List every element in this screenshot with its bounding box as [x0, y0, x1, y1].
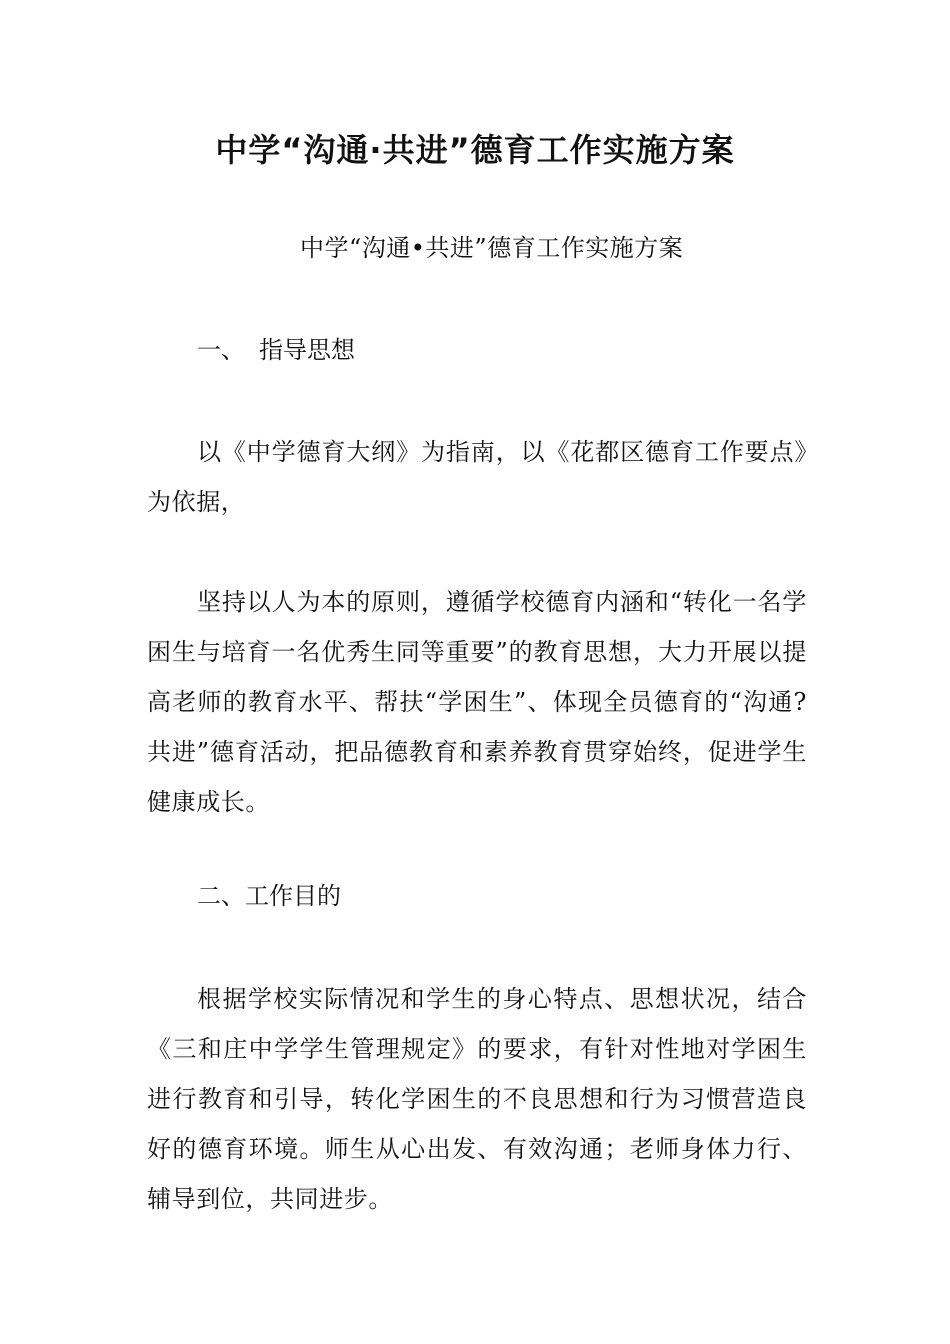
section-number: 一、 [197, 336, 245, 364]
section-label: 指导思想 [259, 336, 355, 364]
section-heading-work-objective: 二、工作目的 [197, 882, 341, 910]
paragraph-objectives: 根据学校实际情况和学生的身心特点、思想状况，结合《三和庄中学学生管理规定》的要求，有针对性地对学困生进行教育和引导，转化学困生的不良思想和行为习惯营造良好的德育环境。师生从心出发、有效沟通；老师身体力行、辅导到位，共同进步。 [147, 985, 807, 1213]
section-heading-guiding-ideology [197, 330, 355, 370]
document-subtitle: 中学“沟通•共进”德育工作实施方案 [300, 234, 684, 262]
paragraph-principles: 坚持以人为本的原则，遵循学校德育内涵和“转化一名学困生与培育一名优秀生同等重要”的教育思想，大力开展以提高老师的教育水平、帮扶“学困生”、体现全员德育的“沟通?共进”德育活动，把品德教育和素养教育贯穿始终，促进学生健康成长。 [147, 588, 807, 816]
document-title: 中学“沟通·共进”德育工作实施方案 [215, 131, 735, 169]
paragraph-guidelines: 以《中学德育大纲》为指南，以《花都区德育工作要点》为依据， [147, 438, 807, 516]
